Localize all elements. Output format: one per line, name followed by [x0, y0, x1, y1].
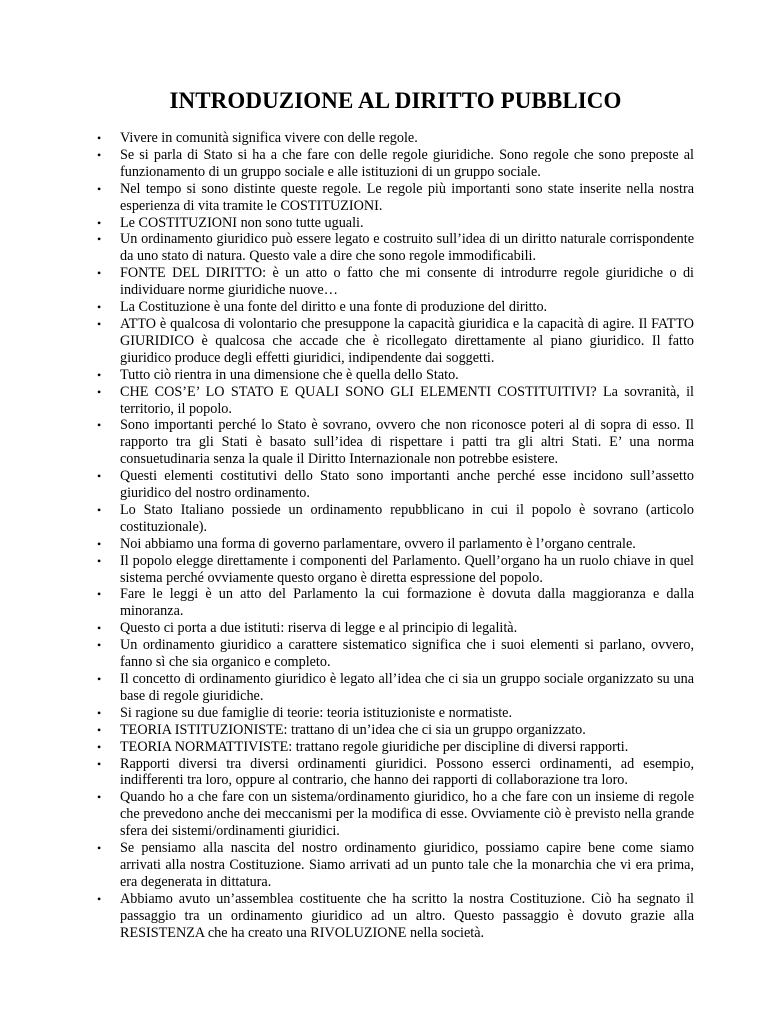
document-title: INTRODUZIONE AL DIRITTO PUBBLICO: [169, 88, 622, 113]
bullet-icon: •: [97, 181, 102, 196]
list-item: [95, 739, 694, 756]
list-item: [95, 265, 694, 299]
list-item: [95, 130, 694, 147]
bullet-icon: •: [97, 215, 102, 230]
bullet-icon: •: [97, 672, 102, 686]
bullet-icon: •: [97, 553, 102, 568]
list-item: [95, 637, 694, 671]
bullet-icon: •: [97, 469, 102, 484]
list-item: [95, 316, 694, 367]
list-item-text: Nel tempo si sono distinte queste regole. Le regole più importanti sono state inserite nella nostra esperienza di vita tramite le COSTITUZIONI.: [120, 180, 694, 214]
list-item: [95, 299, 694, 316]
bullet-list: [95, 130, 694, 942]
list-item: [95, 553, 694, 587]
list-item-text: Questi elementi costitutivi dello Stato sono importanti anche perché esse incidono sull’assetto giuridico del nostro ordinamento.: [120, 468, 694, 502]
bullet-icon: •: [97, 621, 102, 636]
list-item-text: Tutto ciò rientra in una dimensione che è quella dello Stato.: [120, 366, 459, 383]
bullet-icon: •: [97, 418, 102, 433]
list-item: [95, 367, 694, 384]
bullet-icon: •: [97, 891, 102, 906]
list-item-text: Sono importanti perché lo Stato è sovrano, ovvero che non riconosce poteri al di sopra di esso. Il rapporto tra gli Stati è basato sull’idea di rispettare i patti tra gli altri Stati. E’ una norma consuetudinaria senza la quale il Diritto Internazionale non potrebbe esistere.: [120, 417, 694, 468]
list-item-text: Le COSTITUZIONI non sono tutte uguali.: [120, 214, 364, 231]
list-item: [95, 384, 694, 418]
bullet-icon: •: [97, 638, 102, 653]
list-item-text: Vivere in comunità significa vivere con delle regole.: [120, 130, 418, 146]
list-item-text: Un ordinamento giuridico può essere legato e costruito sull’idea di un diritto naturale corrispondente da uno stato di natura. Questo vale a dire che sono regole immodificabili.: [120, 231, 694, 265]
list-item-text: Abbiamo avuto un’assemblea costituente che ha scritto la nostra Costituzione. Ciò ha segnato il passaggio tra un ordinamento giuridico ad un altro. Questo passaggio è dovuto grazie alla RESISTENZA che ha creato una RIVOLUZIONE nella società.: [120, 890, 694, 941]
list-item: [95, 671, 694, 705]
list-item-text: TEORIA ISTITUZIONISTE: trattano di un’idea che ci sia un gruppo organizzato.: [120, 721, 586, 738]
bullet-icon: •: [97, 756, 102, 771]
list-item-text: Rapporti diversi tra diversi ordinamenti giuridici. Possono esserci ordinamenti, ad esempio, indifferenti tra loro, oppure al contrario, che hanno dei rapporti di collaborazione tra loro.: [120, 755, 694, 789]
list-item: [95, 536, 694, 553]
list-item-text: Lo Stato Italiano possiede un ordinamento repubblicano in cui il popolo è sovrano (articolo costituzionale).: [120, 501, 694, 535]
list-item-text: La Costituzione è una fonte del diritto e una fonte di produzione del diritto.: [120, 299, 548, 316]
list-item: [95, 705, 694, 722]
bullet-icon: •: [97, 739, 102, 754]
list-item-text: Questo ci porta a due istituti: riserva di legge e al principio di legalità.: [120, 620, 518, 637]
bullet-icon: •: [97, 266, 102, 281]
list-item-text: Se si parla di Stato si ha a che fare con delle regole giuridiche. Sono regole che sono preposte al funzionamento di un gruppo sociale e alle istituzioni di un gruppo sociale.: [120, 146, 694, 180]
bullet-icon: •: [97, 502, 102, 517]
list-item: [95, 215, 694, 232]
bullet-icon: •: [97, 705, 102, 720]
bullet-icon: •: [97, 232, 102, 247]
list-item-text: Quando ho a che fare con un sistema/ordinamento giuridico, ho a che fare con un insieme di regole che prevedono anche dei meccanismi per la modifica di esse. Ovviamente ciò è previsto nella grande sfera dei sistemi/ordinamenti giuridici.: [120, 789, 694, 840]
list-item-text: Si ragione su due famiglie di teorie: teoria istituzioniste e normatiste.: [120, 704, 513, 721]
list-item: [95, 586, 694, 620]
list-item: [95, 147, 694, 181]
list-item-text: Il popolo elegge direttamente i componenti del Parlamento. Quell’organo ha un ruolo chiave in quel sistema perché ovviamente questo organo è diretta espressione del popolo.: [120, 552, 694, 586]
list-item: [95, 891, 694, 942]
list-item-text: TEORIA NORMATTIVISTE: trattano regole giuridiche per discipline di diversi rapporti.: [120, 738, 629, 755]
list-item-text: Un ordinamento giuridico a carattere sistematico significa che i suoi elementi si parlano, ovvero, fanno sì che sia organico e completo.: [120, 637, 694, 671]
list-item: [95, 620, 694, 637]
bullet-icon: •: [97, 384, 102, 399]
bullet-icon: •: [97, 316, 102, 331]
list-item-text: Noi abbiamo una forma di governo parlamentare, ovvero il parlamento è l’organo centrale.: [120, 535, 636, 552]
list-item: [95, 789, 694, 840]
bullet-icon: •: [97, 587, 102, 602]
list-item: [95, 417, 694, 468]
list-item: [95, 756, 694, 790]
list-item: [95, 722, 694, 739]
list-item: [95, 502, 694, 536]
list-item-text: CHE COS’E’ LO STATO E QUALI SONO GLI ELEMENTI COSTITUITIVI? La sovranità, il territorio, il popolo.: [120, 383, 694, 417]
bullet-icon: •: [97, 536, 102, 551]
list-item: [95, 231, 694, 265]
list-item-text: FONTE DEL DIRITTO: è un atto o fatto che mi consente di introdurre regole giuridiche o di individuare norme giuridiche nuove…: [120, 265, 694, 299]
list-item: [95, 468, 694, 502]
bullet-icon: •: [97, 300, 102, 315]
bullet-icon: •: [97, 367, 102, 382]
bullet-icon: •: [97, 131, 102, 145]
bullet-icon: •: [97, 790, 102, 805]
list-item-text: ATTO è qualcosa di volontario che presuppone la capacità giuridica e la capacità di agire. Il FATTO GIURIDICO è qualcosa che accade che è ricollegato direttamente al piano giuridico. Il fatto giuridico produce degli effetti giuridici, indipendente dai soggetti.: [120, 315, 694, 366]
bullet-icon: •: [97, 722, 102, 737]
list-item: [95, 840, 694, 891]
list-item-text: Fare le leggi è un atto del Parlamento la cui formazione è dovuta dalla maggioranza e dalla minoranza.: [120, 586, 694, 620]
list-item-text: Il concetto di ordinamento giuridico è legato all’idea che ci sia un gruppo sociale organizzato su una base di regole giuridiche.: [120, 671, 694, 704]
list-item: [95, 181, 694, 215]
bullet-icon: •: [97, 841, 102, 856]
list-item-text: Se pensiamo alla nascita del nostro ordinamento giuridico, possiamo capire bene come siamo arrivati alla nostra Costituzione. Siamo arrivati ad un punto tale che la monarchia che vi era prima, era degenerata in dittatura.: [120, 840, 694, 890]
bullet-icon: •: [97, 147, 102, 162]
